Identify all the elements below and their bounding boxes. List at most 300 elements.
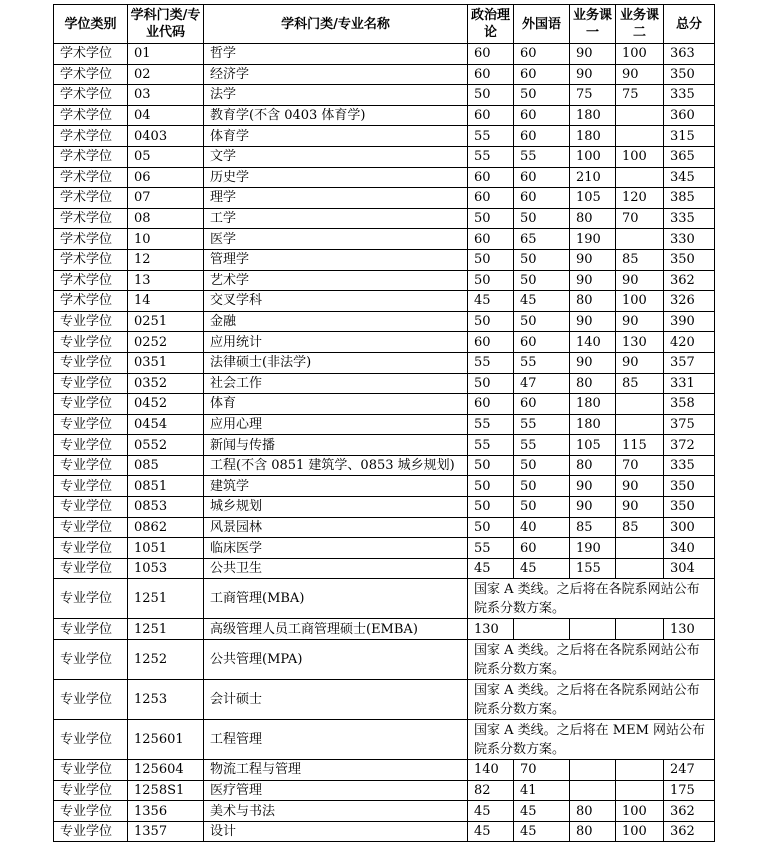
cell-name: 理学 bbox=[204, 188, 468, 209]
cell-name: 管理学 bbox=[204, 249, 468, 270]
cell-politics: 55 bbox=[468, 146, 514, 167]
cell-note: 国家 A 类线。之后将在 MEM 网站公布院系分数方案。 bbox=[468, 720, 715, 760]
cell-total: 390 bbox=[664, 311, 715, 332]
cell-code: 1252 bbox=[128, 640, 204, 680]
cell-politics: 50 bbox=[468, 311, 514, 332]
cell-foreign-language: 60 bbox=[514, 538, 570, 559]
cell-total: 365 bbox=[664, 146, 715, 167]
cell-degree-type: 专业学位 bbox=[54, 640, 128, 680]
cell-name: 金融 bbox=[204, 311, 468, 332]
cell-total: 358 bbox=[664, 394, 715, 415]
cell-politics: 45 bbox=[468, 821, 514, 842]
cell-name: 风景园林 bbox=[204, 517, 468, 538]
table-row bbox=[54, 414, 715, 435]
cell-foreign-language: 55 bbox=[514, 146, 570, 167]
cell-code: 03 bbox=[128, 85, 204, 106]
cell-course-2: 100 bbox=[616, 801, 664, 822]
cell-name: 历史学 bbox=[204, 167, 468, 188]
cell-name: 会计硕士 bbox=[204, 680, 468, 720]
cell-course-2 bbox=[616, 760, 664, 781]
cell-code: 06 bbox=[128, 167, 204, 188]
cell-course-1 bbox=[570, 619, 616, 640]
cell-total: 375 bbox=[664, 414, 715, 435]
cell-foreign-language: 55 bbox=[514, 414, 570, 435]
cell-course-2: 85 bbox=[616, 249, 664, 270]
cell-degree-type: 专业学位 bbox=[54, 373, 128, 394]
cell-name: 社会工作 bbox=[204, 373, 468, 394]
cell-code: 0403 bbox=[128, 126, 204, 147]
cell-foreign-language: 70 bbox=[514, 760, 570, 781]
cell-course-1 bbox=[570, 760, 616, 781]
cell-foreign-language: 45 bbox=[514, 558, 570, 579]
cell-code: 0853 bbox=[128, 497, 204, 518]
cell-politics: 55 bbox=[468, 538, 514, 559]
cell-degree-type: 专业学位 bbox=[54, 680, 128, 720]
cell-foreign-language: 45 bbox=[514, 291, 570, 312]
cell-course-2: 100 bbox=[616, 44, 664, 65]
cell-degree-type: 专业学位 bbox=[54, 801, 128, 822]
cell-total: 340 bbox=[664, 538, 715, 559]
cell-foreign-language: 47 bbox=[514, 373, 570, 394]
cell-foreign-language bbox=[514, 619, 570, 640]
cell-course-2: 90 bbox=[616, 311, 664, 332]
cell-foreign-language: 60 bbox=[514, 44, 570, 65]
cell-total: 335 bbox=[664, 455, 715, 476]
cell-politics: 50 bbox=[468, 455, 514, 476]
cell-course-1: 180 bbox=[570, 414, 616, 435]
cell-degree-type: 专业学位 bbox=[54, 394, 128, 415]
header-name: 学科门类/专业名称 bbox=[204, 5, 468, 44]
cell-politics: 50 bbox=[468, 270, 514, 291]
cell-total: 360 bbox=[664, 105, 715, 126]
table-row bbox=[54, 497, 715, 518]
table-row bbox=[54, 760, 715, 781]
cell-name: 医疗管理 bbox=[204, 780, 468, 801]
table-row bbox=[54, 558, 715, 579]
cell-name: 医学 bbox=[204, 229, 468, 250]
cell-code: 04 bbox=[128, 105, 204, 126]
cell-total: 357 bbox=[664, 352, 715, 373]
table-row bbox=[54, 64, 715, 85]
table-row bbox=[54, 476, 715, 497]
cell-course-1: 100 bbox=[570, 146, 616, 167]
cell-total: 331 bbox=[664, 373, 715, 394]
cell-name: 应用心理 bbox=[204, 414, 468, 435]
cell-code: 125601 bbox=[128, 720, 204, 760]
cell-course-2 bbox=[616, 394, 664, 415]
cell-name: 交叉学科 bbox=[204, 291, 468, 312]
cell-foreign-language: 60 bbox=[514, 394, 570, 415]
cell-politics: 50 bbox=[468, 517, 514, 538]
cell-degree-type: 专业学位 bbox=[54, 579, 128, 619]
table-row bbox=[54, 126, 715, 147]
cell-foreign-language: 41 bbox=[514, 780, 570, 801]
cell-degree-type: 专业学位 bbox=[54, 558, 128, 579]
cell-degree-type: 专业学位 bbox=[54, 760, 128, 781]
cell-name: 法学 bbox=[204, 85, 468, 106]
cell-name: 建筑学 bbox=[204, 476, 468, 497]
cell-name: 工商管理(MBA) bbox=[204, 579, 468, 619]
cell-total: 345 bbox=[664, 167, 715, 188]
cell-code: 07 bbox=[128, 188, 204, 209]
cell-total: 350 bbox=[664, 64, 715, 85]
cell-name: 高级管理人员工商管理硕士(EMBA) bbox=[204, 619, 468, 640]
cell-course-2: 120 bbox=[616, 188, 664, 209]
table-row bbox=[54, 105, 715, 126]
cell-code: 0851 bbox=[128, 476, 204, 497]
cell-course-2: 90 bbox=[616, 64, 664, 85]
cell-name: 艺术学 bbox=[204, 270, 468, 291]
cell-foreign-language: 60 bbox=[514, 126, 570, 147]
cell-course-2: 100 bbox=[616, 291, 664, 312]
cell-course-2: 70 bbox=[616, 208, 664, 229]
cell-degree-type: 专业学位 bbox=[54, 517, 128, 538]
cell-foreign-language: 50 bbox=[514, 497, 570, 518]
table-row bbox=[54, 435, 715, 456]
cell-code: 0552 bbox=[128, 435, 204, 456]
cell-total: 350 bbox=[664, 249, 715, 270]
cell-politics: 60 bbox=[468, 394, 514, 415]
cell-politics: 82 bbox=[468, 780, 514, 801]
cell-total: 420 bbox=[664, 332, 715, 353]
cell-total: 362 bbox=[664, 821, 715, 842]
cell-code: 05 bbox=[128, 146, 204, 167]
cell-course-2: 130 bbox=[616, 332, 664, 353]
cell-politics: 55 bbox=[468, 414, 514, 435]
cell-course-2: 100 bbox=[616, 146, 664, 167]
cell-total: 300 bbox=[664, 517, 715, 538]
cell-course-1: 75 bbox=[570, 85, 616, 106]
cell-politics: 50 bbox=[468, 373, 514, 394]
cell-code: 12 bbox=[128, 249, 204, 270]
table-row bbox=[54, 455, 715, 476]
cell-foreign-language: 60 bbox=[514, 167, 570, 188]
score-table bbox=[53, 4, 715, 842]
cell-course-1: 80 bbox=[570, 821, 616, 842]
table-row bbox=[54, 85, 715, 106]
cell-code: 1251 bbox=[128, 579, 204, 619]
cell-total: 350 bbox=[664, 497, 715, 518]
cell-code: 0862 bbox=[128, 517, 204, 538]
table-row bbox=[54, 352, 715, 373]
cell-politics: 60 bbox=[468, 64, 514, 85]
cell-politics: 50 bbox=[468, 85, 514, 106]
cell-politics: 45 bbox=[468, 291, 514, 312]
cell-course-2: 90 bbox=[616, 270, 664, 291]
cell-degree-type: 专业学位 bbox=[54, 455, 128, 476]
cell-course-1: 190 bbox=[570, 538, 616, 559]
cell-foreign-language: 45 bbox=[514, 821, 570, 842]
cell-total: 130 bbox=[664, 619, 715, 640]
cell-foreign-language: 50 bbox=[514, 476, 570, 497]
cell-note: 国家 A 类线。之后将在各院系网站公布院系分数方案。 bbox=[468, 680, 715, 720]
cell-name: 工程(不含 0851 建筑学、0853 城乡规划) bbox=[204, 455, 468, 476]
cell-name: 应用统计 bbox=[204, 332, 468, 353]
cell-code: 01 bbox=[128, 44, 204, 65]
cell-course-2 bbox=[616, 126, 664, 147]
cell-foreign-language: 50 bbox=[514, 270, 570, 291]
cell-course-2 bbox=[616, 780, 664, 801]
cell-politics: 60 bbox=[468, 188, 514, 209]
cell-total: 315 bbox=[664, 126, 715, 147]
cell-degree-type: 学术学位 bbox=[54, 208, 128, 229]
cell-course-2: 90 bbox=[616, 476, 664, 497]
cell-politics: 50 bbox=[468, 497, 514, 518]
cell-course-2 bbox=[616, 538, 664, 559]
cell-foreign-language: 40 bbox=[514, 517, 570, 538]
cell-course-1: 85 bbox=[570, 517, 616, 538]
cell-name: 体育学 bbox=[204, 126, 468, 147]
cell-total: 335 bbox=[664, 208, 715, 229]
cell-foreign-language: 60 bbox=[514, 188, 570, 209]
cell-degree-type: 专业学位 bbox=[54, 538, 128, 559]
cell-code: 125604 bbox=[128, 760, 204, 781]
cell-course-2 bbox=[616, 414, 664, 435]
cell-degree-type: 专业学位 bbox=[54, 821, 128, 842]
cell-total: 330 bbox=[664, 229, 715, 250]
cell-course-1: 180 bbox=[570, 105, 616, 126]
cell-name: 公共卫生 bbox=[204, 558, 468, 579]
cell-note: 国家 A 类线。之后将在各院系网站公布院系分数方案。 bbox=[468, 579, 715, 619]
cell-degree-type: 学术学位 bbox=[54, 44, 128, 65]
cell-code: 0351 bbox=[128, 352, 204, 373]
table-row bbox=[54, 270, 715, 291]
cell-politics: 140 bbox=[468, 760, 514, 781]
cell-code: 1253 bbox=[128, 680, 204, 720]
header-row bbox=[54, 5, 715, 44]
cell-name: 教育学(不含 0403 体育学) bbox=[204, 105, 468, 126]
cell-code: 085 bbox=[128, 455, 204, 476]
cell-course-1: 90 bbox=[570, 44, 616, 65]
header-course-1: 业务课一 bbox=[570, 5, 616, 44]
cell-course-2 bbox=[616, 167, 664, 188]
cell-name: 法律硕士(非法学) bbox=[204, 352, 468, 373]
cell-code: 1357 bbox=[128, 821, 204, 842]
cell-course-1: 80 bbox=[570, 208, 616, 229]
cell-name: 公共管理(MPA) bbox=[204, 640, 468, 680]
cell-foreign-language: 55 bbox=[514, 435, 570, 456]
cell-politics: 50 bbox=[468, 476, 514, 497]
cell-course-1: 155 bbox=[570, 558, 616, 579]
cell-code: 0352 bbox=[128, 373, 204, 394]
table-row bbox=[54, 146, 715, 167]
cell-degree-type: 学术学位 bbox=[54, 126, 128, 147]
cell-foreign-language: 60 bbox=[514, 332, 570, 353]
table-row bbox=[54, 291, 715, 312]
cell-politics: 60 bbox=[468, 167, 514, 188]
cell-code: 0252 bbox=[128, 332, 204, 353]
cell-course-1: 90 bbox=[570, 497, 616, 518]
cell-total: 175 bbox=[664, 780, 715, 801]
cell-course-1: 80 bbox=[570, 801, 616, 822]
table-row bbox=[54, 780, 715, 801]
cell-foreign-language: 45 bbox=[514, 801, 570, 822]
cell-degree-type: 专业学位 bbox=[54, 619, 128, 640]
cell-foreign-language: 55 bbox=[514, 352, 570, 373]
cell-course-1: 90 bbox=[570, 476, 616, 497]
header-code: 学科门类/专业代码 bbox=[128, 5, 204, 44]
cell-course-2: 70 bbox=[616, 455, 664, 476]
cell-course-2: 75 bbox=[616, 85, 664, 106]
cell-course-1: 80 bbox=[570, 455, 616, 476]
cell-politics: 55 bbox=[468, 352, 514, 373]
cell-politics: 60 bbox=[468, 229, 514, 250]
cell-course-1: 90 bbox=[570, 270, 616, 291]
cell-total: 362 bbox=[664, 270, 715, 291]
cell-course-1: 90 bbox=[570, 352, 616, 373]
cell-degree-type: 专业学位 bbox=[54, 311, 128, 332]
cell-politics: 60 bbox=[468, 105, 514, 126]
table-row bbox=[54, 373, 715, 394]
table-row bbox=[54, 680, 715, 720]
cell-politics: 45 bbox=[468, 558, 514, 579]
cell-degree-type: 学术学位 bbox=[54, 85, 128, 106]
cell-course-1: 105 bbox=[570, 435, 616, 456]
cell-name: 物流工程与管理 bbox=[204, 760, 468, 781]
cell-code: 0251 bbox=[128, 311, 204, 332]
cell-total: 335 bbox=[664, 85, 715, 106]
cell-foreign-language: 65 bbox=[514, 229, 570, 250]
cell-politics: 45 bbox=[468, 801, 514, 822]
cell-course-1: 140 bbox=[570, 332, 616, 353]
cell-course-2: 90 bbox=[616, 352, 664, 373]
cell-politics: 50 bbox=[468, 249, 514, 270]
cell-name: 临床医学 bbox=[204, 538, 468, 559]
cell-code: 1258S1 bbox=[128, 780, 204, 801]
cell-code: 14 bbox=[128, 291, 204, 312]
cell-code: 1051 bbox=[128, 538, 204, 559]
table-row bbox=[54, 821, 715, 842]
cell-degree-type: 专业学位 bbox=[54, 414, 128, 435]
cell-code: 02 bbox=[128, 64, 204, 85]
cell-course-1: 80 bbox=[570, 373, 616, 394]
table-body bbox=[54, 44, 715, 842]
cell-name: 文学 bbox=[204, 146, 468, 167]
cell-foreign-language: 50 bbox=[514, 455, 570, 476]
cell-name: 新闻与传播 bbox=[204, 435, 468, 456]
table-row bbox=[54, 619, 715, 640]
table-row bbox=[54, 640, 715, 680]
table-row bbox=[54, 311, 715, 332]
cell-course-1: 210 bbox=[570, 167, 616, 188]
cell-course-2: 85 bbox=[616, 517, 664, 538]
cell-degree-type: 学术学位 bbox=[54, 291, 128, 312]
table-row bbox=[54, 188, 715, 209]
cell-course-1: 105 bbox=[570, 188, 616, 209]
cell-total: 304 bbox=[664, 558, 715, 579]
cell-name: 美术与书法 bbox=[204, 801, 468, 822]
cell-course-2 bbox=[616, 619, 664, 640]
cell-total: 372 bbox=[664, 435, 715, 456]
cell-code: 10 bbox=[128, 229, 204, 250]
cell-code: 08 bbox=[128, 208, 204, 229]
header-politics: 政治理论 bbox=[468, 5, 514, 44]
cell-course-1: 180 bbox=[570, 394, 616, 415]
cell-course-1: 80 bbox=[570, 291, 616, 312]
cell-course-2 bbox=[616, 229, 664, 250]
cell-degree-type: 专业学位 bbox=[54, 332, 128, 353]
cell-politics: 60 bbox=[468, 44, 514, 65]
table-row bbox=[54, 579, 715, 619]
cell-degree-type: 学术学位 bbox=[54, 105, 128, 126]
cell-total: 350 bbox=[664, 476, 715, 497]
cell-politics: 55 bbox=[468, 435, 514, 456]
cell-degree-type: 专业学位 bbox=[54, 497, 128, 518]
cell-name: 设计 bbox=[204, 821, 468, 842]
table-row bbox=[54, 167, 715, 188]
cell-foreign-language: 60 bbox=[514, 64, 570, 85]
cell-degree-type: 学术学位 bbox=[54, 64, 128, 85]
cell-course-1: 190 bbox=[570, 229, 616, 250]
table-row bbox=[54, 229, 715, 250]
header-foreign-language: 外国语 bbox=[514, 5, 570, 44]
cell-name: 经济学 bbox=[204, 64, 468, 85]
cell-course-2 bbox=[616, 105, 664, 126]
table-row bbox=[54, 332, 715, 353]
cell-code: 1356 bbox=[128, 801, 204, 822]
table-row bbox=[54, 801, 715, 822]
cell-degree-type: 学术学位 bbox=[54, 167, 128, 188]
cell-politics: 130 bbox=[468, 619, 514, 640]
header-course-2: 业务课二 bbox=[616, 5, 664, 44]
cell-course-1: 180 bbox=[570, 126, 616, 147]
cell-degree-type: 学术学位 bbox=[54, 188, 128, 209]
cell-total: 326 bbox=[664, 291, 715, 312]
cell-total: 363 bbox=[664, 44, 715, 65]
cell-degree-type: 专业学位 bbox=[54, 352, 128, 373]
cell-total: 362 bbox=[664, 801, 715, 822]
cell-foreign-language: 50 bbox=[514, 85, 570, 106]
header-degree-type: 学位类别 bbox=[54, 5, 128, 44]
cell-course-2: 115 bbox=[616, 435, 664, 456]
cell-name: 工学 bbox=[204, 208, 468, 229]
cell-course-2 bbox=[616, 558, 664, 579]
header-total: 总分 bbox=[664, 5, 715, 44]
cell-course-1: 90 bbox=[570, 249, 616, 270]
cell-course-1: 90 bbox=[570, 311, 616, 332]
cell-course-2: 85 bbox=[616, 373, 664, 394]
cell-course-1: 90 bbox=[570, 64, 616, 85]
cell-degree-type: 学术学位 bbox=[54, 229, 128, 250]
cell-degree-type: 学术学位 bbox=[54, 270, 128, 291]
cell-code: 0452 bbox=[128, 394, 204, 415]
cell-course-1 bbox=[570, 780, 616, 801]
table-row bbox=[54, 517, 715, 538]
cell-name: 哲学 bbox=[204, 44, 468, 65]
cell-degree-type: 专业学位 bbox=[54, 720, 128, 760]
cell-name: 城乡规划 bbox=[204, 497, 468, 518]
table-row bbox=[54, 208, 715, 229]
cell-degree-type: 专业学位 bbox=[54, 780, 128, 801]
cell-total: 247 bbox=[664, 760, 715, 781]
cell-degree-type: 专业学位 bbox=[54, 435, 128, 456]
cell-foreign-language: 50 bbox=[514, 249, 570, 270]
cell-name: 体育 bbox=[204, 394, 468, 415]
cell-degree-type: 学术学位 bbox=[54, 249, 128, 270]
cell-note: 国家 A 类线。之后将在各院系网站公布院系分数方案。 bbox=[468, 640, 715, 680]
table-row bbox=[54, 720, 715, 760]
cell-name: 工程管理 bbox=[204, 720, 468, 760]
cell-degree-type: 学术学位 bbox=[54, 146, 128, 167]
cell-code: 13 bbox=[128, 270, 204, 291]
cell-code: 0454 bbox=[128, 414, 204, 435]
table-row bbox=[54, 538, 715, 559]
cell-foreign-language: 50 bbox=[514, 311, 570, 332]
cell-code: 1053 bbox=[128, 558, 204, 579]
cell-politics: 60 bbox=[468, 332, 514, 353]
cell-total: 385 bbox=[664, 188, 715, 209]
cell-foreign-language: 60 bbox=[514, 105, 570, 126]
